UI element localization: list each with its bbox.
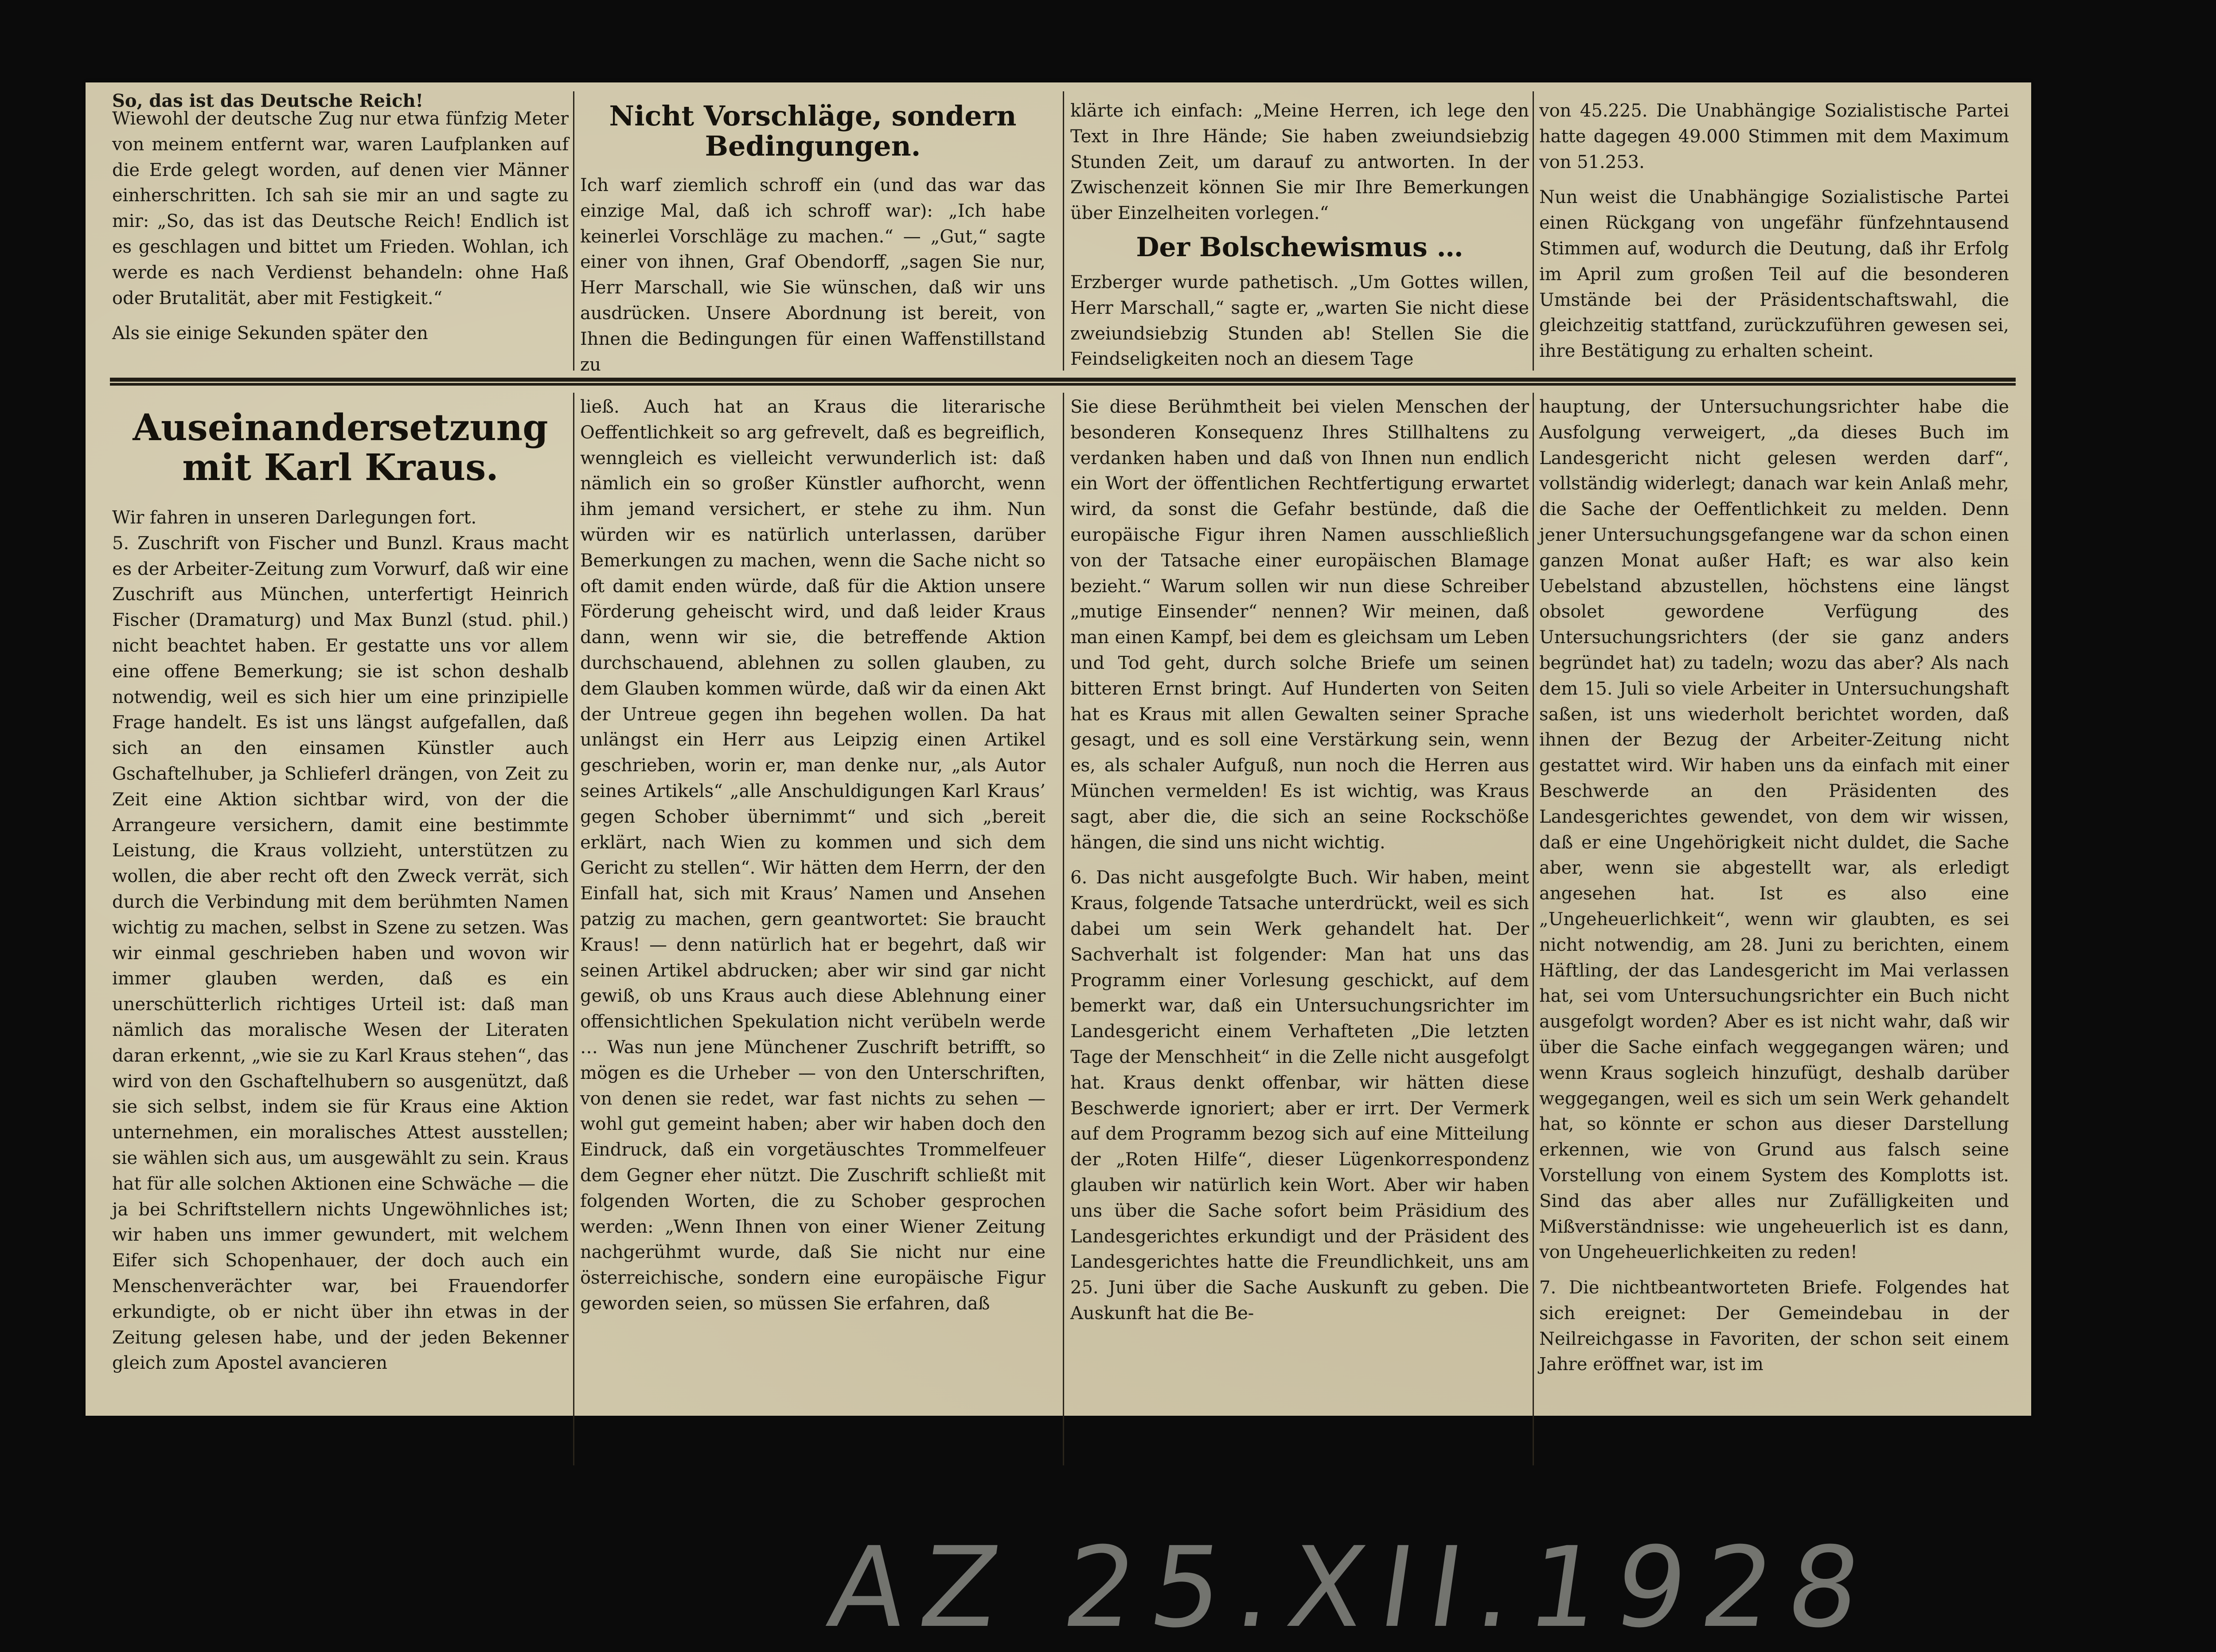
newspaper-clipping <box>86 82 2031 1652</box>
cut-heading: So, das ist das Deutsche Reich! <box>112 90 424 111</box>
column-divider <box>1063 393 1064 1465</box>
paragraph: Als sie einige Sekunden später den <box>112 323 428 344</box>
top-column-2 <box>580 98 1046 375</box>
paragraph: Nun weist die Unabhängige Sozialistische Partei einen Rückgang von ungefähr fünfzehntausend Stimmen auf, wodurch die Deutung, daß ihr Erfolg im April zum großen Teil auf die besonderen Umstände bei der Präsidentschaftswahl, die gleichzeitig stattfand, zurückzuführen gewesen sei, ihre Bestätigung zu erhalten scheint. <box>1539 187 2009 362</box>
top-column-3 <box>1070 98 1529 369</box>
paragraph: hauptung, der Untersuchungsrichter habe die Ausfolgung verweigert, „da dieses Buch im Landesgericht nicht gelesen werden darf“, vollständig widerlegt; danach war kein Anlaß mehr, die Sache der Oeffentlichkeit zu melden. Denn jener Untersuchungsgefangene war da schon einen ganzen Monat außer Haft; es war also kein Uebelstand abzustellen, höchstens eine längst obsolet gewordene Verfügung des Untersuchungsrichters (der sie ganz anders begründet hat) zu tadeln; wozu das aber? Als nach dem 15. Juli so viele Arbeiter in Untersuchungshaft saßen, ist uns wiederholt berichtet worden, daß ihnen der Bezug der Arbeiter-Zeitung nicht gestattet wird. Wir haben uns da einfach mit einer Beschwerde an den Präsidenten des Landesgerichtes gewendet, von dem wir wissen, daß er eine Ungehörigkeit nicht duldet, die Sache aber, wenn sie abgestellt war, als erledigt angesehen hat. Ist es also eine „Ungeheuerlichkeit“, wenn wir glaubten, es sei nicht notwendig, am 28. Juni zu berichten, einem Häftling, der das Landesgericht im Mai verlassen hat, sei vom Untersuchungsrichter ein Buch nicht ausgefolgt worden? Aber es ist nicht wahr, daß wir über die Sache einfach weggegangen wären; und wenn Kraus sogleich hinzufügt, deshalb darüber weggegangen, weil es sich um sein Werk gehandelt hat, so könnte er schon aus dieser Darstellung erkennen, wie von Grund aus falsch seine Vorstellung von einem System des Komplotts ist. Sind das aber alles nur Zufälligkeiten und Mißverständnisse: wie ungeheuerlich ist es dann, von Ungeheuerlichkeiten zu reden! <box>1539 397 2009 1263</box>
paragraph: Ich warf ziemlich schroff ein (und das war das einzige Mal, daß ich schroff war): „Ich habe keinerlei Vorschläge zu machen.“ — „Gut,“ sagte einer von ihnen, Graf Obendorff, „sagen Sie nur, Herr Marschall, wie Sie wünschen, daß wir uns ausdrücken. Unsere Abordnung ist bereit, von Ihnen die Bedingungen für einen Waffenstillstand zu <box>580 175 1046 375</box>
bottom-column-4 <box>1539 394 2009 1463</box>
paragraph: 6. Das nicht ausgefolgte Buch. Wir haben, meint Kraus, folgende Tatsache unterdrückt, weil es sich dabei um sein Werk gehandelt hat. Der Sachverhalt ist folgender: Man hat uns das Programm einer Vorlesung geschickt, auf dem bemerkt war, daß ein Untersuchungsrichter im Landesgericht einem Verhafteten „Die letzten Tage der Menschheit“ in die Zelle nicht ausgefolgt hat. Kraus denkt offenbar, wir hätten diese Beschwerde ignoriert; aber er irrt. Der Vermerk auf dem Programm bezog sich auf eine Mitteilung der „Roten Hilfe“, dieser Lügenkorrespondenz glauben wir natürlich kein Wort. Aber wir haben uns über die Sache sofort beim Präsidium des Landesgerichtes erkundigt und der Präsident des Landesgerichtes hatte die Freundlichkeit, uns am 25. Juni über die Sache Auskunft zu geben. Die Auskunft hat die Be- <box>1070 867 1529 1324</box>
column-divider <box>1533 91 1534 371</box>
top-column-1 <box>112 90 569 369</box>
column-divider <box>1063 91 1064 371</box>
headline-bolschewismus: Der Bolschewismus … <box>1136 231 1463 263</box>
headline-karl-kraus: Auseinandersetzung mit Karl Kraus. <box>133 406 548 489</box>
column-divider <box>573 393 574 1465</box>
column-divider <box>1533 393 1534 1465</box>
top-column-4 <box>1539 98 2009 369</box>
bottom-column-1 <box>112 394 569 1463</box>
section-divider <box>110 378 2016 383</box>
paragraph: Wir fahren in unseren Darlegungen fort. <box>112 508 477 528</box>
paragraph: Wiewohl der deutsche Zug nur etwa fünfzig Meter von meinem entfernt war, waren Laufplanken auf die Erde gelegt worden, auf denen vier Männer einherschritten. Ich sah sie mir an und sagte zu mir: „So, das ist das Deutsche Reich! Endlich ist es geschlagen und bittet um Frieden. Wohlan, ich werde es nach Verdienst behandeln: ohne Haß oder Brutalität, aber mit Festigkeit.“ <box>112 109 569 309</box>
headline-bedingungen: Nicht Vorschläge, sondern Bedingungen. <box>609 100 1017 162</box>
paragraph: von 45.225. Die Unabhängige Sozialistische Partei hatte dagegen 49.000 Stimmen mit dem Maximum von 51.253. <box>1539 101 2009 172</box>
paragraph: Erzberger wurde pathetisch. „Um Gottes willen, Herr Marschall,“ sagte er, „warten Sie nicht diese zweiundsiebzig Stunden ab! Stellen Sie die Feindseligkeiten noch an diesem Tage <box>1070 272 1529 370</box>
handwritten-date-stamp: AZ 25.XII.1928 <box>821 1523 1884 1652</box>
bottom-column-3 <box>1070 394 1529 1463</box>
paragraph: ließ. Auch hat an Kraus die literarische Oeffentlichkeit so arg gefrevelt, daß es begreiflich, wenngleich es vielleicht verwunderlich ist: daß nämlich ein so großer Künstler aufhorcht, wenn ihm jemand versichert, er stehe zu ihm. Nun würden wir es natürlich unterlassen, darüber Bemerkungen zu machen, wenn die Sache nicht so oft damit enden würde, daß für die Aktion unsere Förderung geheischt wird, und daß leider Kraus dann, wenn wir sie, die betreffende Aktion durchschauend, ablehnen zu sollen glauben, zu dem Glauben kommen würde, daß wir da einen Akt der Untreue gegen ihn begehen wollen. Da hat unlängst ein Herr aus Leipzig einen Artikel geschrieben, worin er, man denke nur, „als Autor seines Artikels“ „alle Anschuldigungen Karl Kraus’ gegen Schober übernimmt“ und sich „bereit erklärt, nach Wien zu kommen und sich dem Gericht zu stellen“. Wir hätten dem Herrn, der den Einfall hat, sich mit Kraus’ Namen und Ansehen patzig zu machen, gern geantwortet: Sie braucht Kraus! — denn natürlich hat er begehrt, daß wir seinen Artikel abdrucken; aber wir sind gar nicht gewiß, ob uns Kraus auch diese Ablehnung einer offensichtlichen Spekulation nicht verübeln werde … Was nun jene Münchener Zuschrift betrifft, so mögen es die Urheber — von den Unterschriften, von denen sie redet, war fast nichts zu sehen — wohl gut gemeint haben; aber wir haben doch den Eindruck, daß ein vorgetäuschtes Trommelfeuer dem Gegner eher nützt. Die Zuschrift schließt mit folgenden Worten, die zu Schober gesprochen werden: „Wenn Ihnen von einer Wiener Zeitung nachgerühmt wurde, daß Sie nicht nur eine österreichische, sondern eine europäische Figur geworden seien, so müssen Sie erfahren, daß <box>580 397 1046 1314</box>
paragraph: Sie diese Berühmtheit bei vielen Menschen der besonderen Konsequenz Ihres Stillhaltens zu verdanken haben und daß von Ihnen nun endlich ein Wort der öffentlichen Rechtfertigung erwartet wird, da sonst die Gefahr bestünde, daß die europäische Figur ihren Namen ausschließlich von der Tatsache einer europäischen Blamage bezieht.“ Warum sollen wir nun diese Schreiber „mutige Einsender“ nennen? Wir meinen, daß man einen Kampf, bei dem es gleichsam um Leben und Tod geht, durch solche Briefe um seinen bitteren Ernst bringt. Auf Hunderten von Seiten hat es Kraus mit allen Gewalten seiner Sprache gesagt, und es soll eine Verstärkung sein, wenn es, als schaler Aufguß, nun noch die Herren aus München vermelden! Es ist wichtig, was Kraus sagt, aber die, die sich an seine Rockschöße hängen, die sind uns nicht wichtig. <box>1070 397 1529 853</box>
paragraph: 7. Die nichtbeantworteten Briefe. Folgendes hat sich ereignet: Der Gemeindebau in der Neilreichgasse in Favoriten, der schon seit einem Jahre eröffnet war, ist im <box>1539 1277 2009 1375</box>
paragraph: 5. Zuschrift von Fischer und Bunzl. Kraus macht es der Arbeiter-Zeitung zum Vorwurf, daß wir eine Zuschrift aus München, unterfertigt Heinrich Fischer (Dramaturg) und Max Bunzl (stud. phil.) nicht beachtet haben. Er gestatte uns vor allem eine offene Bemerkung; sie ist schon deshalb notwendig, weil es sich hier um eine prinzipielle Frage handelt. Es ist uns längst aufgefallen, daß sich an den einsamen Künstler auch Gschaftelhuber, ja Schlieferl drängen, von Zeit zu Zeit eine Aktion sichtbar wird, von der die Arrangeure versichern, damit eine bestimmte Leistung, die Kraus vollzieht, unterstützen zu wollen, die aber recht oft den Zweck verrät, sich durch die Verbindung mit dem berühmten Namen wichtig zu machen, selbst in Szene zu setzen. Was wir einmal geschrieben haben und wovon wir immer glauben werden, daß es ein unerschütterlich richtiges Urteil ist: daß man nämlich das moralische Wesen der Literaten daran erkennt, „wie sie zu Karl Kraus stehen“, das wird von den Gschaftelhubern so ausgenützt, daß sie sich selbst, indem sie für Kraus eine Aktion unternehmen, ein moralisches Attest ausstellen; sie wählen sich aus, um ausgewählt zu sein. Kraus hat für alle solchen Aktionen eine Schwäche — die ja bei Schriftstellern nichts Ungewöhnliches ist; wir haben uns immer gewundert, mit welchem Eifer sich Schopenhauer, der doch auch ein Menschenverächter war, bei Frauendorfer erkundigte, ob er nicht über ihn etwas in der Zeitung gelesen habe, und der jeden Bekenner gleich zum Apostel avancieren <box>112 533 569 1374</box>
column-divider <box>573 91 574 371</box>
paragraph: klärte ich einfach: „Meine Herren, ich lege den Text in Ihre Hände; Sie haben zweiundsiebzig Stunden Zeit, um darauf zu antworten. In der Zwischenzeit können Sie mir Ihre Bemerkungen über Einzelheiten vorlegen.“ <box>1070 101 1529 224</box>
bottom-column-2 <box>580 394 1046 1463</box>
